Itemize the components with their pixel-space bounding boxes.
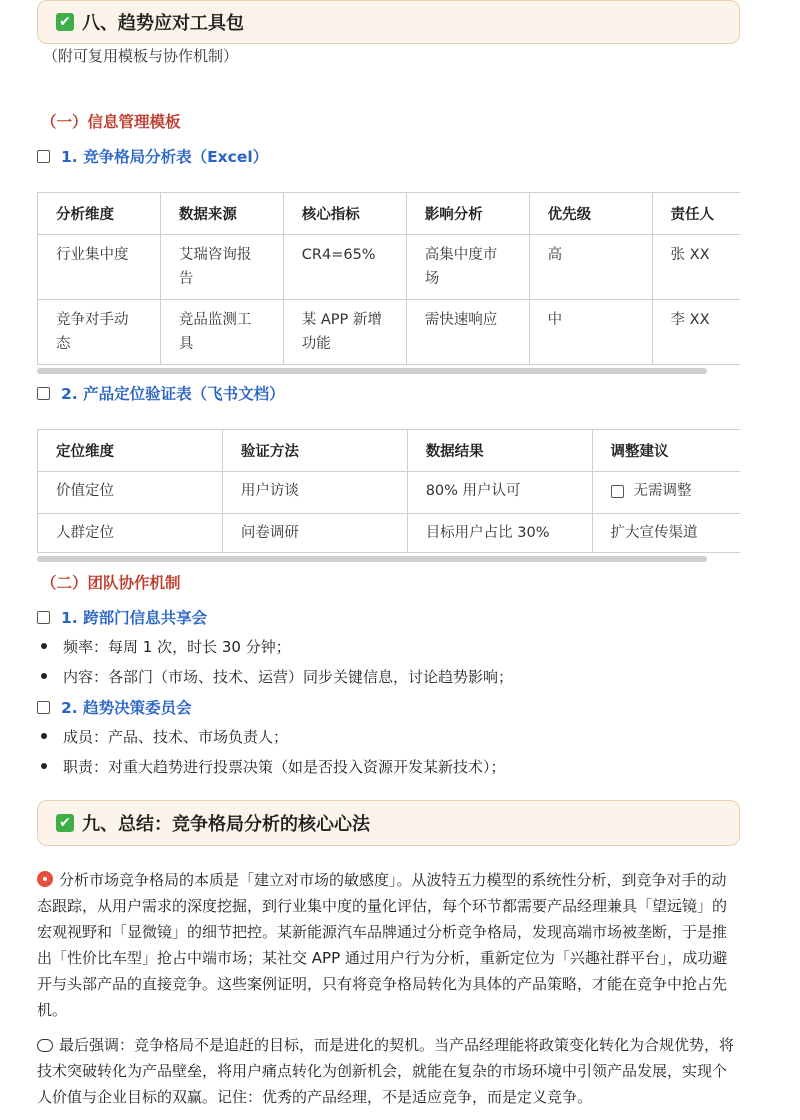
horizontal-scrollbar[interactable] — [37, 368, 707, 374]
table-header-row — [38, 193, 741, 235]
task-label: 1. 跨部门信息共享会 — [61, 609, 208, 627]
list-item — [37, 721, 506, 751]
list-item-text: 成员：产品、技术、市场负责人； — [63, 727, 289, 746]
positioning-table — [37, 429, 740, 553]
summary-paragraph-1 — [37, 867, 740, 1023]
table-cell: 竞争对手动态 — [38, 300, 161, 365]
task-info-sharing[interactable] — [37, 606, 207, 628]
adjust-checkbox[interactable] — [611, 485, 624, 498]
task-trend-committee[interactable] — [37, 696, 192, 718]
table-row — [38, 235, 741, 300]
table-cell: CR4=65% — [283, 235, 406, 300]
check-mark-icon: ✔ — [56, 13, 74, 31]
table-header: 责任人 — [652, 193, 740, 235]
table-cell: 需快速响应 — [406, 300, 529, 365]
summary-paragraph-1-text: 分析市场竞争格局的本质是「建立对市场的敏感度」。从波特五力模型的系统性分析，到竞争对手的动态跟踪，从用户需求的深度挖掘，到行业集中度的量化评估，每个环节都需要产品经理兼具「望远镜」的宏观视野和「显微镜」的细节把控。某新能源汽车品牌通过分析竞争格局，发现高端市场被垄断，于是推出「性价比车型」抢占中端市场；某社交 APP 通过用户行为分析，重新定位为「兴趣社群平台」，成功避开与头部产品的直接竞争。这些案例证明，只有将竞争格局转化为具体的产品策略，才能在竞争中抢占先机。 — [37, 871, 728, 1019]
table-row — [38, 300, 741, 365]
table-cell: 李 XX — [652, 300, 740, 365]
table-row — [38, 513, 741, 552]
competition-table — [37, 192, 740, 365]
task-checkbox[interactable] — [37, 611, 50, 624]
table-header: 分析维度 — [38, 193, 161, 235]
target-icon — [37, 871, 53, 887]
task-label: 1. 竞争格局分析表（Excel） — [61, 148, 269, 166]
table-cell: 某 APP 新增功能 — [283, 300, 406, 365]
table-cell: 高集中度市场 — [406, 235, 529, 300]
task-checkbox[interactable] — [37, 150, 50, 163]
table-header: 优先级 — [529, 193, 652, 235]
table-cell: 中 — [529, 300, 652, 365]
list-item-text: 内容：各部门（市场、技术、运营）同步关键信息，讨论趋势影响； — [63, 667, 514, 686]
table-header: 验证方法 — [222, 430, 407, 472]
table-cell: 目标用户占比 30% — [407, 513, 592, 552]
section-8-banner — [37, 0, 740, 44]
task-checkbox[interactable] — [37, 387, 50, 400]
table-cell: 人群定位 — [38, 513, 223, 552]
task-label: 2. 趋势决策委员会 — [61, 699, 192, 717]
table-header-row — [38, 430, 741, 472]
table-header: 影响分析 — [406, 193, 529, 235]
subheading-team-collab: （二）团队协作机制 — [41, 574, 181, 592]
check-mark-icon: ✔ — [56, 814, 74, 832]
info-sharing-list — [37, 631, 513, 691]
table-cell: 行业集中度 — [38, 235, 161, 300]
trend-committee-list — [37, 721, 506, 781]
table-header: 定位维度 — [38, 430, 223, 472]
task-positioning-table[interactable] — [37, 382, 285, 404]
table-cell: 张 XX — [652, 235, 740, 300]
adjust-label: 无需调整 — [633, 483, 692, 499]
summary-paragraph-2-text: 最后强调：竞争格局不是追赶的目标，而是进化的契机。当产品经理能将政策变化转化为合规优势，将技术突破转化为产品壁垒，将用户痛点转化为创新机会，就能在复杂的市场环境中引领产品发展，实现个人价值与企业目标的双赢。记住：优秀的产品经理，不是适应竞争，而是定义竞争。 — [37, 1036, 735, 1106]
table-cell: 艾瑞咨询报告 — [160, 235, 283, 300]
table-cell-checkbox — [592, 472, 740, 514]
table-cell: 高 — [529, 235, 652, 300]
list-item-text: 职责：对重大趋势进行投票决策（如是否投入资源开发某新技术）； — [63, 757, 506, 776]
table-cell: 竞品监测工具 — [160, 300, 283, 365]
table-cell: 扩大宣传渠道 — [592, 513, 740, 552]
table-cell: 价值定位 — [38, 472, 223, 514]
list-item-text: 频率：每周 1 次，时长 30 分钟； — [63, 637, 291, 656]
table-header: 核心指标 — [283, 193, 406, 235]
table-cell: 问卷调研 — [222, 513, 407, 552]
competition-table-wrapper — [37, 192, 740, 374]
list-item — [37, 661, 513, 691]
section-8-title: 八、趋势应对工具包 — [82, 13, 244, 34]
table-cell: 用户访谈 — [222, 472, 407, 514]
section-8-note: （附可复用模板与协作机制） — [43, 47, 239, 65]
table-header: 调整建议 — [592, 430, 740, 472]
list-item — [37, 751, 506, 781]
subheading-info-templates: （一）信息管理模板 — [41, 113, 181, 131]
section-9-banner — [37, 800, 740, 846]
table-cell: 80% 用户认可 — [407, 472, 592, 514]
task-competition-table[interactable] — [37, 145, 268, 167]
section-9-title: 九、总结：竞争格局分析的核心心法 — [82, 814, 370, 835]
horizontal-scrollbar[interactable] — [37, 556, 707, 562]
list-item — [37, 631, 513, 661]
positioning-table-wrapper — [37, 429, 740, 562]
table-header: 数据来源 — [160, 193, 283, 235]
summary-paragraph-2 — [37, 1032, 740, 1110]
speech-bubble-icon — [37, 1039, 53, 1052]
task-checkbox[interactable] — [37, 701, 50, 714]
table-row — [38, 472, 741, 514]
task-label: 2. 产品定位验证表（飞书文档） — [61, 385, 285, 403]
table-header: 数据结果 — [407, 430, 592, 472]
